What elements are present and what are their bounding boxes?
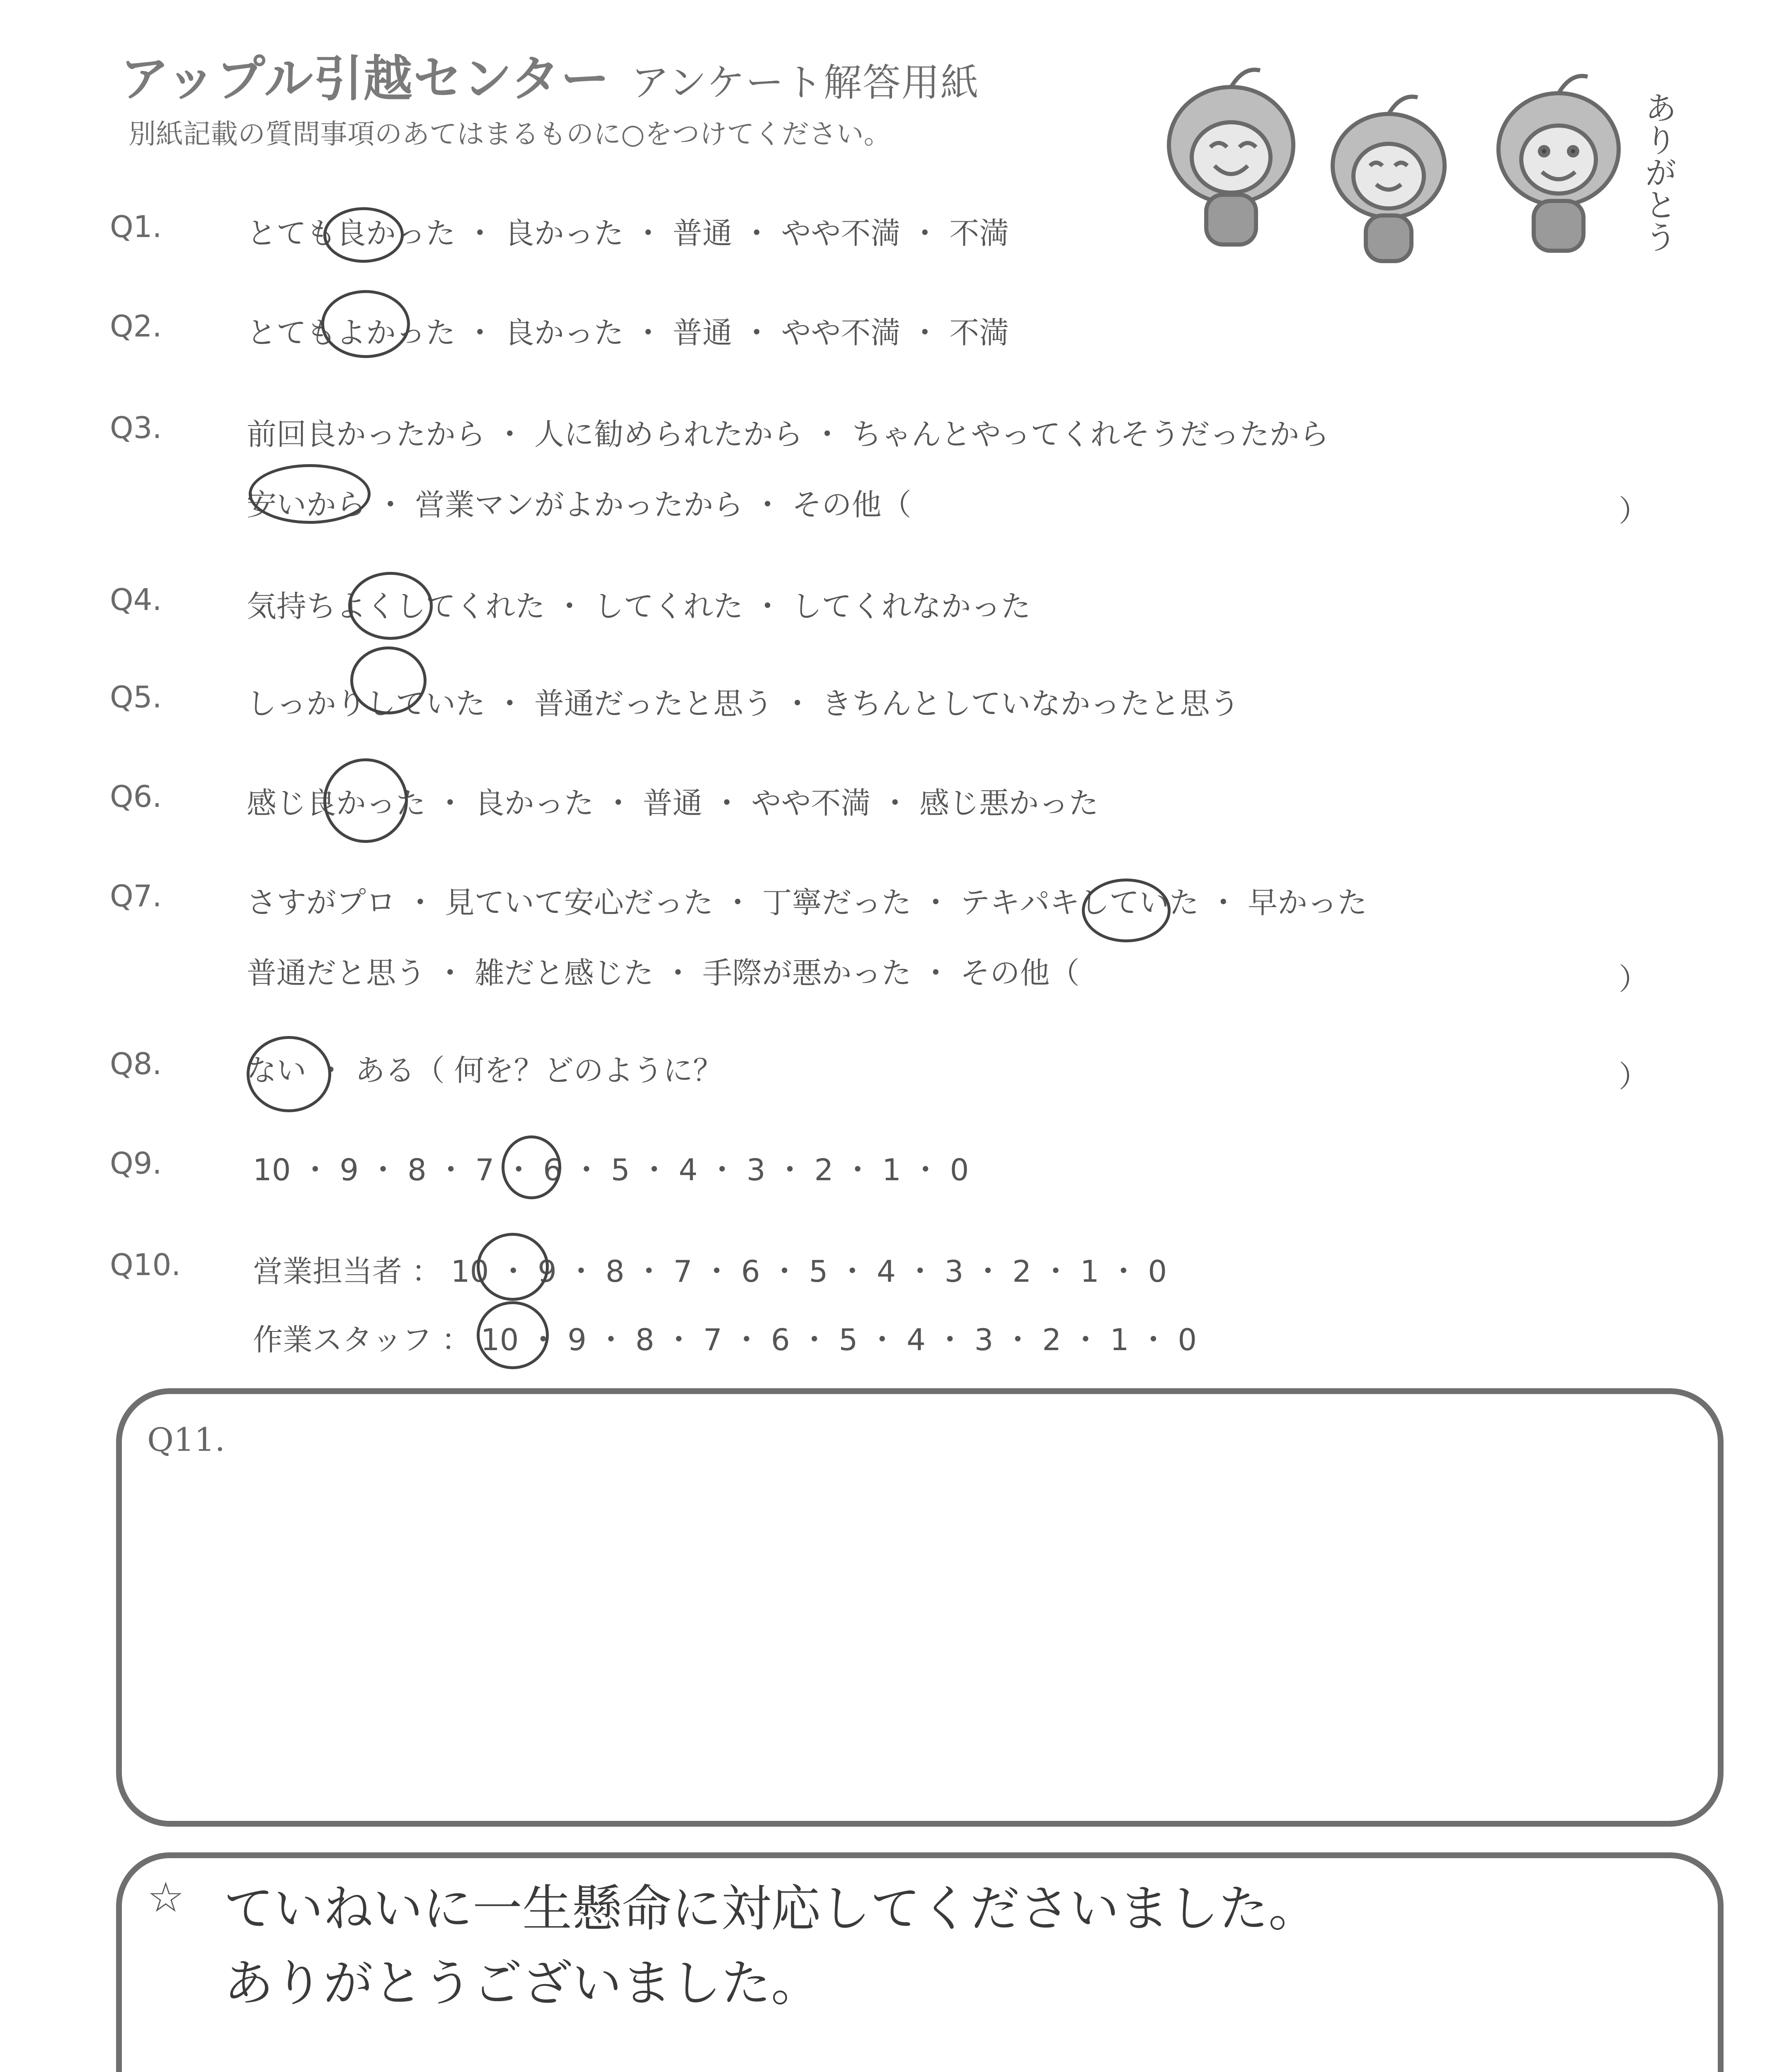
q3-label: Q3.	[110, 410, 162, 445]
q8-answer-mark	[247, 1036, 331, 1112]
q6-options: 感じ良かった ・ 良かった ・ 普通 ・ やや不満 ・ 感じ悪かった	[247, 786, 1099, 821]
q6-answer-mark	[323, 758, 408, 843]
q8-options: ない ・ ある（ 何を？どのように？	[247, 1053, 723, 1088]
q4-label: Q4.	[110, 582, 162, 617]
star-icon: ☆	[147, 1873, 184, 1922]
q4-options: 気持ちよくしてくれた ・ してくれた ・ してくれなかった	[247, 589, 1031, 624]
q10-label: Q10.	[110, 1247, 181, 1282]
q10-staff-answer-mark	[477, 1301, 549, 1369]
q3-options-line2: 安いから ・ 営業マンがよかったから ・ その他（	[247, 487, 912, 522]
q8-paren-close: ）	[1619, 1059, 1649, 1094]
q7-label: Q7.	[110, 879, 162, 913]
q7-options-line1: さすがプロ ・ 見ていて安心だった ・ 丁寧だった ・ テキパキしていた ・ 早かった	[247, 885, 1367, 920]
q9-label: Q9.	[110, 1146, 162, 1181]
q6-label: Q6.	[110, 779, 162, 814]
q4-answer-mark	[348, 572, 433, 640]
q10-sales-options: 営業担当者 ： 10 ・ 9 ・ 8 ・ 7 ・ 6 ・ 5 ・ 4 ・ 3 ・ 2 ・ 1 ・ 0	[253, 1254, 1167, 1289]
form-title	[120, 39, 979, 110]
q2-label: Q2.	[110, 309, 162, 344]
q5-answer-mark	[350, 646, 427, 714]
q2-options: とてもよかった ・ 良かった ・ 普通 ・ やや不満 ・ 不満	[247, 315, 1009, 350]
comment-line-2: ありがとうございました。	[224, 1955, 821, 2012]
q3-paren-close: ）	[1619, 494, 1649, 528]
comment-line-1: ていねいに一生懸命に対応してくださいました。	[224, 1880, 1318, 1938]
q1-label: Q1.	[110, 209, 162, 244]
q7-answer-mark	[1082, 879, 1171, 942]
q9-options: 10 ・ 9 ・ 8 ・ 7 ・ 6 ・ 5 ・ 4 ・ 3 ・ 2 ・ 1 ・ 0	[253, 1152, 969, 1187]
q10-staff-options: 作業スタッフ ： 10 ・ 9 ・ 8 ・ 7 ・ 6 ・ 5 ・ 4 ・ 3 ・ 2 ・ 1 ・ 0	[253, 1322, 1197, 1357]
q3-answer-mark	[249, 464, 371, 524]
q5-label: Q5.	[110, 680, 162, 714]
q8-label: Q8.	[110, 1046, 162, 1081]
q3-options-line1: 前回良かったから ・ 人に勧められたから ・ ちゃんとやってくれそうだったから	[247, 417, 1329, 452]
q7-paren-close: ）	[1619, 962, 1649, 997]
q1-answer-mark	[323, 207, 404, 263]
company-name: アップル引越センター	[120, 50, 611, 107]
q10-sales-answer-mark	[477, 1233, 549, 1301]
q1-options: とても良かった ・ 良かった ・ 普通 ・ やや不満 ・ 不満	[247, 216, 1009, 251]
q7-options-line2: 普通だと思う ・ 雑だと感じた ・ 手際が悪かった ・ その他（	[247, 956, 1080, 990]
q9-answer-mark	[502, 1135, 561, 1199]
mascot-monkeys-illustration	[1144, 58, 1695, 274]
instruction-text: 別紙記載の質問事項のあてはまるものに○をつけてください。	[128, 118, 891, 150]
form-subtitle: アンケート解答用紙	[631, 61, 979, 105]
q5-options: しっかりしていた ・ 普通だったと思う ・ きちんとしていなかったと思う	[247, 686, 1240, 721]
q11-answer-box	[116, 1388, 1724, 1827]
q11-label: Q11.	[147, 1421, 225, 1459]
q2-answer-mark	[321, 290, 410, 358]
mascot-thanks-text: ありがとう	[1639, 91, 1677, 253]
